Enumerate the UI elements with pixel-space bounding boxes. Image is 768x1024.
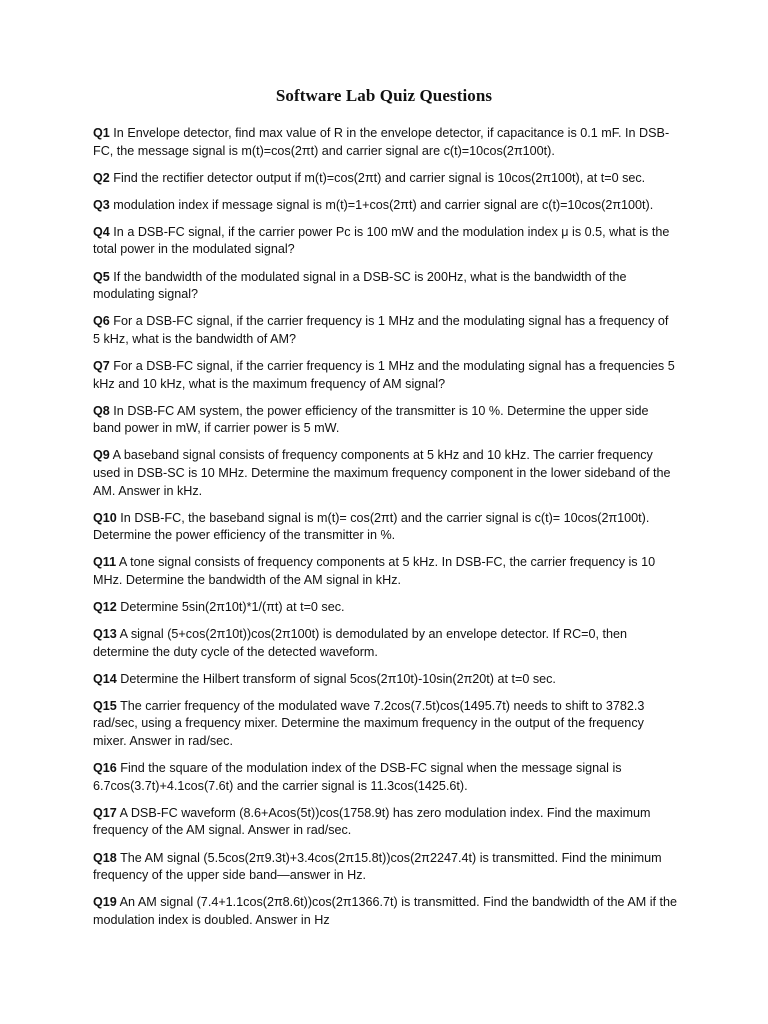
question-list — [93, 125, 678, 939]
question-text: An AM signal (7.4+1.1cos(2π8.6t))cos(2π1366.7t) is transmitted. Find the bandwidth of the AM if the modulation index is doubled. Answer in Hz — [93, 895, 678, 927]
question-item — [93, 224, 678, 259]
question-item — [93, 269, 678, 304]
question-item — [93, 671, 678, 689]
question-item — [93, 894, 678, 929]
question-item — [93, 599, 678, 617]
question-text: Determine 5sin(2π10t)*1/(πt) at t=0 sec. — [116, 599, 345, 614]
question-text: Find the square of the modulation index of the DSB-FC signal when the message signal is 6.7cos(3.7t)+4.1cos(7.6t) and the carrier signal is 11.3cos(1425.6t). — [93, 761, 622, 793]
question-text: In Envelope detector, find max value of R in the envelope detector, if capacitance is 0.1 mF. In DSB-FC, the message signal is m(t)=cos(2πt) and carrier signal are c(t)=10cos(2π100t). — [93, 126, 670, 158]
question-item — [93, 698, 678, 751]
question-number: Q17 — [93, 805, 117, 820]
question-item — [93, 510, 678, 545]
question-item — [93, 197, 678, 215]
question-number: Q18 — [93, 850, 117, 865]
question-text: A baseband signal consists of frequency components at 5 kHz and 10 kHz. The carrier frequency used in DSB-SC is 10 MHz. Determine the maximum frequency component in the lower sideband of the AM. Answer in kHz. — [93, 448, 671, 498]
question-number: Q11 — [93, 555, 117, 570]
question-text: Find the rectifier detector output if m(t)=cos(2πt) and carrier signal is 10cos(2π100t), at t=0 sec. — [109, 170, 646, 185]
question-number: Q5 — [93, 269, 110, 284]
question-item — [93, 850, 678, 885]
question-text: For a DSB-FC signal, if the carrier frequency is 1 MHz and the modulating signal has a frequencies 5 kHz and 10 kHz, what is the maximum frequency of AM signal? — [93, 358, 675, 391]
question-number: Q3 — [93, 197, 110, 212]
question-item — [93, 313, 678, 348]
question-number: Q19 — [93, 895, 117, 910]
question-number: Q15 — [93, 698, 117, 713]
question-text: A signal (5+cos(2π10t))cos(2π100t) is demodulated by an envelope detector. If RC=0, then determine the duty cycle of the detected waveform. — [93, 627, 628, 659]
question-number: Q4 — [93, 224, 110, 239]
question-text: In DSB-FC AM system, the power efficiency of the transmitter is 10 %. Determine the upper side band power in mW, if carrier power is 5 mW. — [93, 403, 649, 436]
question-number: Q16 — [93, 761, 117, 776]
question-item — [93, 626, 678, 661]
question-item — [93, 125, 678, 160]
question-text: If the bandwidth of the modulated signal in a DSB-SC is 200Hz, what is the bandwidth of the modulating signal? — [93, 269, 627, 302]
question-number: Q9 — [93, 448, 110, 463]
question-number: Q10 — [93, 510, 117, 525]
question-number: Q6 — [93, 314, 110, 329]
page-title: Software Lab Quiz Questions — [275, 86, 493, 105]
question-text: A DSB-FC waveform (8.6+Acos(5t))cos(1758.9t) has zero modulation index. Find the maximum frequency of the AM signal. Answer in rad/sec. — [93, 805, 651, 838]
question-text: Determine the Hilbert transform of signal 5cos(2π10t)-10sin(2π20t) at t=0 sec. — [116, 671, 556, 686]
question-text: For a DSB-FC signal, if the carrier frequency is 1 MHz and the modulating signal has a frequency of 5 kHz, what is the bandwidth of AM? — [93, 314, 669, 346]
question-number: Q1 — [93, 126, 110, 140]
question-item — [93, 447, 678, 500]
question-item — [93, 760, 678, 795]
question-item — [93, 554, 678, 589]
question-text: A tone signal consists of frequency components at 5 kHz. In DSB-FC, the carrier frequency is 10 MHz. Determine the bandwidth of the AM signal in kHz. — [93, 555, 656, 587]
question-item — [93, 403, 678, 438]
question-number: Q2 — [93, 170, 110, 185]
question-item — [93, 170, 678, 188]
question-number: Q8 — [93, 403, 110, 418]
question-number: Q12 — [93, 599, 117, 614]
question-number: Q7 — [93, 358, 110, 373]
question-text: The carrier frequency of the modulated wave 7.2cos(7.5t)cos(1495.7t) needs to shift to 3782.3 rad/sec, using a frequency mixer. Determine the maximum frequency in the output of the frequency mixer. Answer in rad/sec. — [93, 698, 645, 749]
question-text: The AM signal (5.5cos(2π9.3t)+3.4cos(2π15.8t))cos(2π2247.4t) is transmitted. Find the minimum frequency of the upper side band—answer in Hz. — [93, 850, 662, 883]
question-number: Q14 — [93, 671, 117, 686]
question-text: In a DSB-FC signal, if the carrier power Pc is 100 mW and the modulation index μ is 0.5, what is the total power in the modulated signal? — [93, 224, 670, 257]
question-text: modulation index if message signal is m(t)=1+cos(2πt) and carrier signal are c(t)=10cos(2π100t). — [109, 197, 654, 212]
question-number: Q13 — [93, 627, 117, 642]
question-item — [93, 358, 678, 393]
question-text: In DSB-FC, the baseband signal is m(t)= cos(2πt) and the carrier signal is c(t)= 10cos(2π100t). Determine the power efficiency of the transmitter in %. — [93, 510, 650, 543]
question-item — [93, 805, 678, 840]
